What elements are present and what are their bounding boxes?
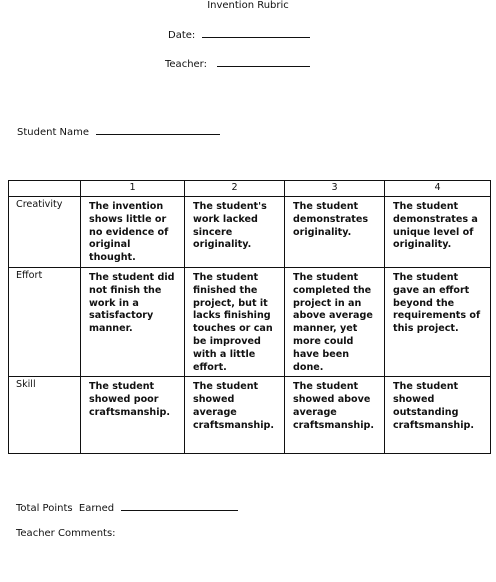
- header-cell-score-2: 2: [185, 181, 285, 197]
- table-row: [9, 267, 491, 376]
- rubric-cell: The student demonstrates originality.: [285, 197, 385, 268]
- teacher-comments-label: Teacher Comments:: [16, 528, 116, 539]
- header-cell-score-4: 4: [385, 181, 491, 197]
- teacher-blank-line[interactable]: [217, 56, 310, 67]
- rubric-cell: The invention shows little or no evidence of original thought.: [81, 197, 185, 268]
- date-field[interactable]: [168, 27, 310, 41]
- page-title: Invention Rubric: [207, 0, 289, 11]
- rubric-cell: The student showed poor craftsmanship.: [81, 377, 185, 454]
- rubric-table: [8, 180, 491, 454]
- rubric-cell: The student completed the project in an above average manner, yet more could have been done.: [285, 267, 385, 376]
- teacher-field[interactable]: [165, 56, 310, 70]
- rubric-cell: The student showed outstanding craftsmanship.: [385, 377, 491, 454]
- teacher-label: Teacher:: [165, 59, 207, 70]
- header-cell-criterion: [9, 181, 81, 197]
- total-points-blank-line[interactable]: [121, 500, 238, 511]
- date-label: Date:: [168, 30, 196, 41]
- table-row: [9, 377, 491, 454]
- criterion-effort: Effort: [9, 267, 81, 376]
- student-name-field[interactable]: [17, 124, 220, 138]
- rubric-cell: The student gave an effort beyond the requirements of this project.: [385, 267, 491, 376]
- rubric-cell: The student finished the project, but it lacks finishing touches or can be improved with a little effort.: [185, 267, 285, 376]
- rubric-header-row: [9, 181, 491, 197]
- table-row: [9, 197, 491, 268]
- rubric-cell: The student's work lacked sincere originality.: [185, 197, 285, 268]
- rubric-cell: The student showed average craftsmanship.: [185, 377, 285, 454]
- header-cell-score-1: 1: [81, 181, 185, 197]
- rubric-cell: The student did not finish the work in a satisfactory manner.: [81, 267, 185, 376]
- criterion-skill: Skill: [9, 377, 81, 454]
- total-points-label: Total Points Earned: [16, 503, 115, 514]
- criterion-creativity: Creativity: [9, 197, 81, 268]
- date-blank-line[interactable]: [202, 27, 310, 38]
- student-name-label: Student Name: [17, 127, 90, 138]
- rubric-cell: The student demonstrates a unique level of originality.: [385, 197, 491, 268]
- header-cell-score-3: 3: [285, 181, 385, 197]
- student-name-blank-line[interactable]: [96, 124, 220, 135]
- total-points-field[interactable]: [16, 500, 238, 514]
- rubric-cell: The student showed above average craftsmanship.: [285, 377, 385, 454]
- teacher-comments-field[interactable]: [16, 528, 116, 539]
